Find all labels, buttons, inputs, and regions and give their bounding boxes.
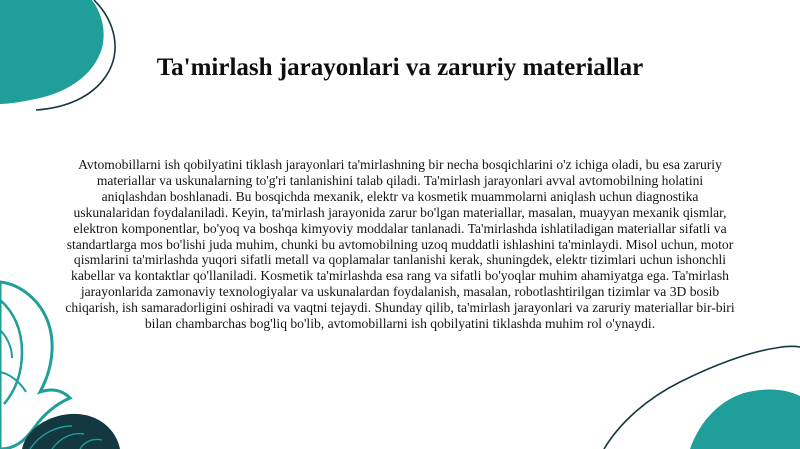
bottom-right-wave-shape <box>604 346 800 449</box>
slide-body-text: Avtomobillarni ish qobilyatini tiklash jarayonlari ta'mirlashning bir necha bosqichlarini o'z ichiga oladi, bu esa zaruriy materiallar va uskunalarning to'g'ri tanlanishini talab qiladi. Ta'mirlash jarayonlari avval avtomobilning holatini aniqlashdan boshlanadi. Bu bosqichda mexanik, elektr va kosmetik muammolarni aniqlash uchun diagnostika uskunalaridan foydalaniladi. Keyin, ta'mirlash jarayonida zarur bo'lgan materiallar, masalan, muayyan mexanik qismlar, elektron komponentlar, bo'yoq va boshqa kimyoviy moddalar tanlanadi. Ta'mirlashda ishlatiladigan materiallar sifatli va standartlarga mos bo'lishi juda muhim, chunki bu avtomobilning uzoq muddatli ishlashini ta'minlaydi. Misol uchun, motor qismlarini ta'mirlashda yuqori sifatli metall va qoplamalar tanlanishi kerak, shuningdek, elektr tizimlari uchun ishonchli kabellar va kontaktlar qo'llaniladi. Kosmetik ta'mirlashda esa rang va sifatli bo'yoqlar muhim ahamiyatga ega. Ta'mirlash jarayonlarida zamonaviy texnologiyalar va uskunalardan foydalanish, masalan, robotlashtirilgan tizimlar va 3D bosib chiqarish, ish samaradorligini oshiradi va vaqtni tejaydi. Shunday qilib, ta'mirlash jarayonlari va zaruriy materiallar bir-biri bilan chambarchas bog'liq bo'lib, avtomobillarni ish qobilyatini tiklashda muhim rol o'ynaydi. <box>65 157 735 332</box>
slide-title: Ta'mirlash jarayonlari va zaruriy materiallar <box>156 54 644 81</box>
